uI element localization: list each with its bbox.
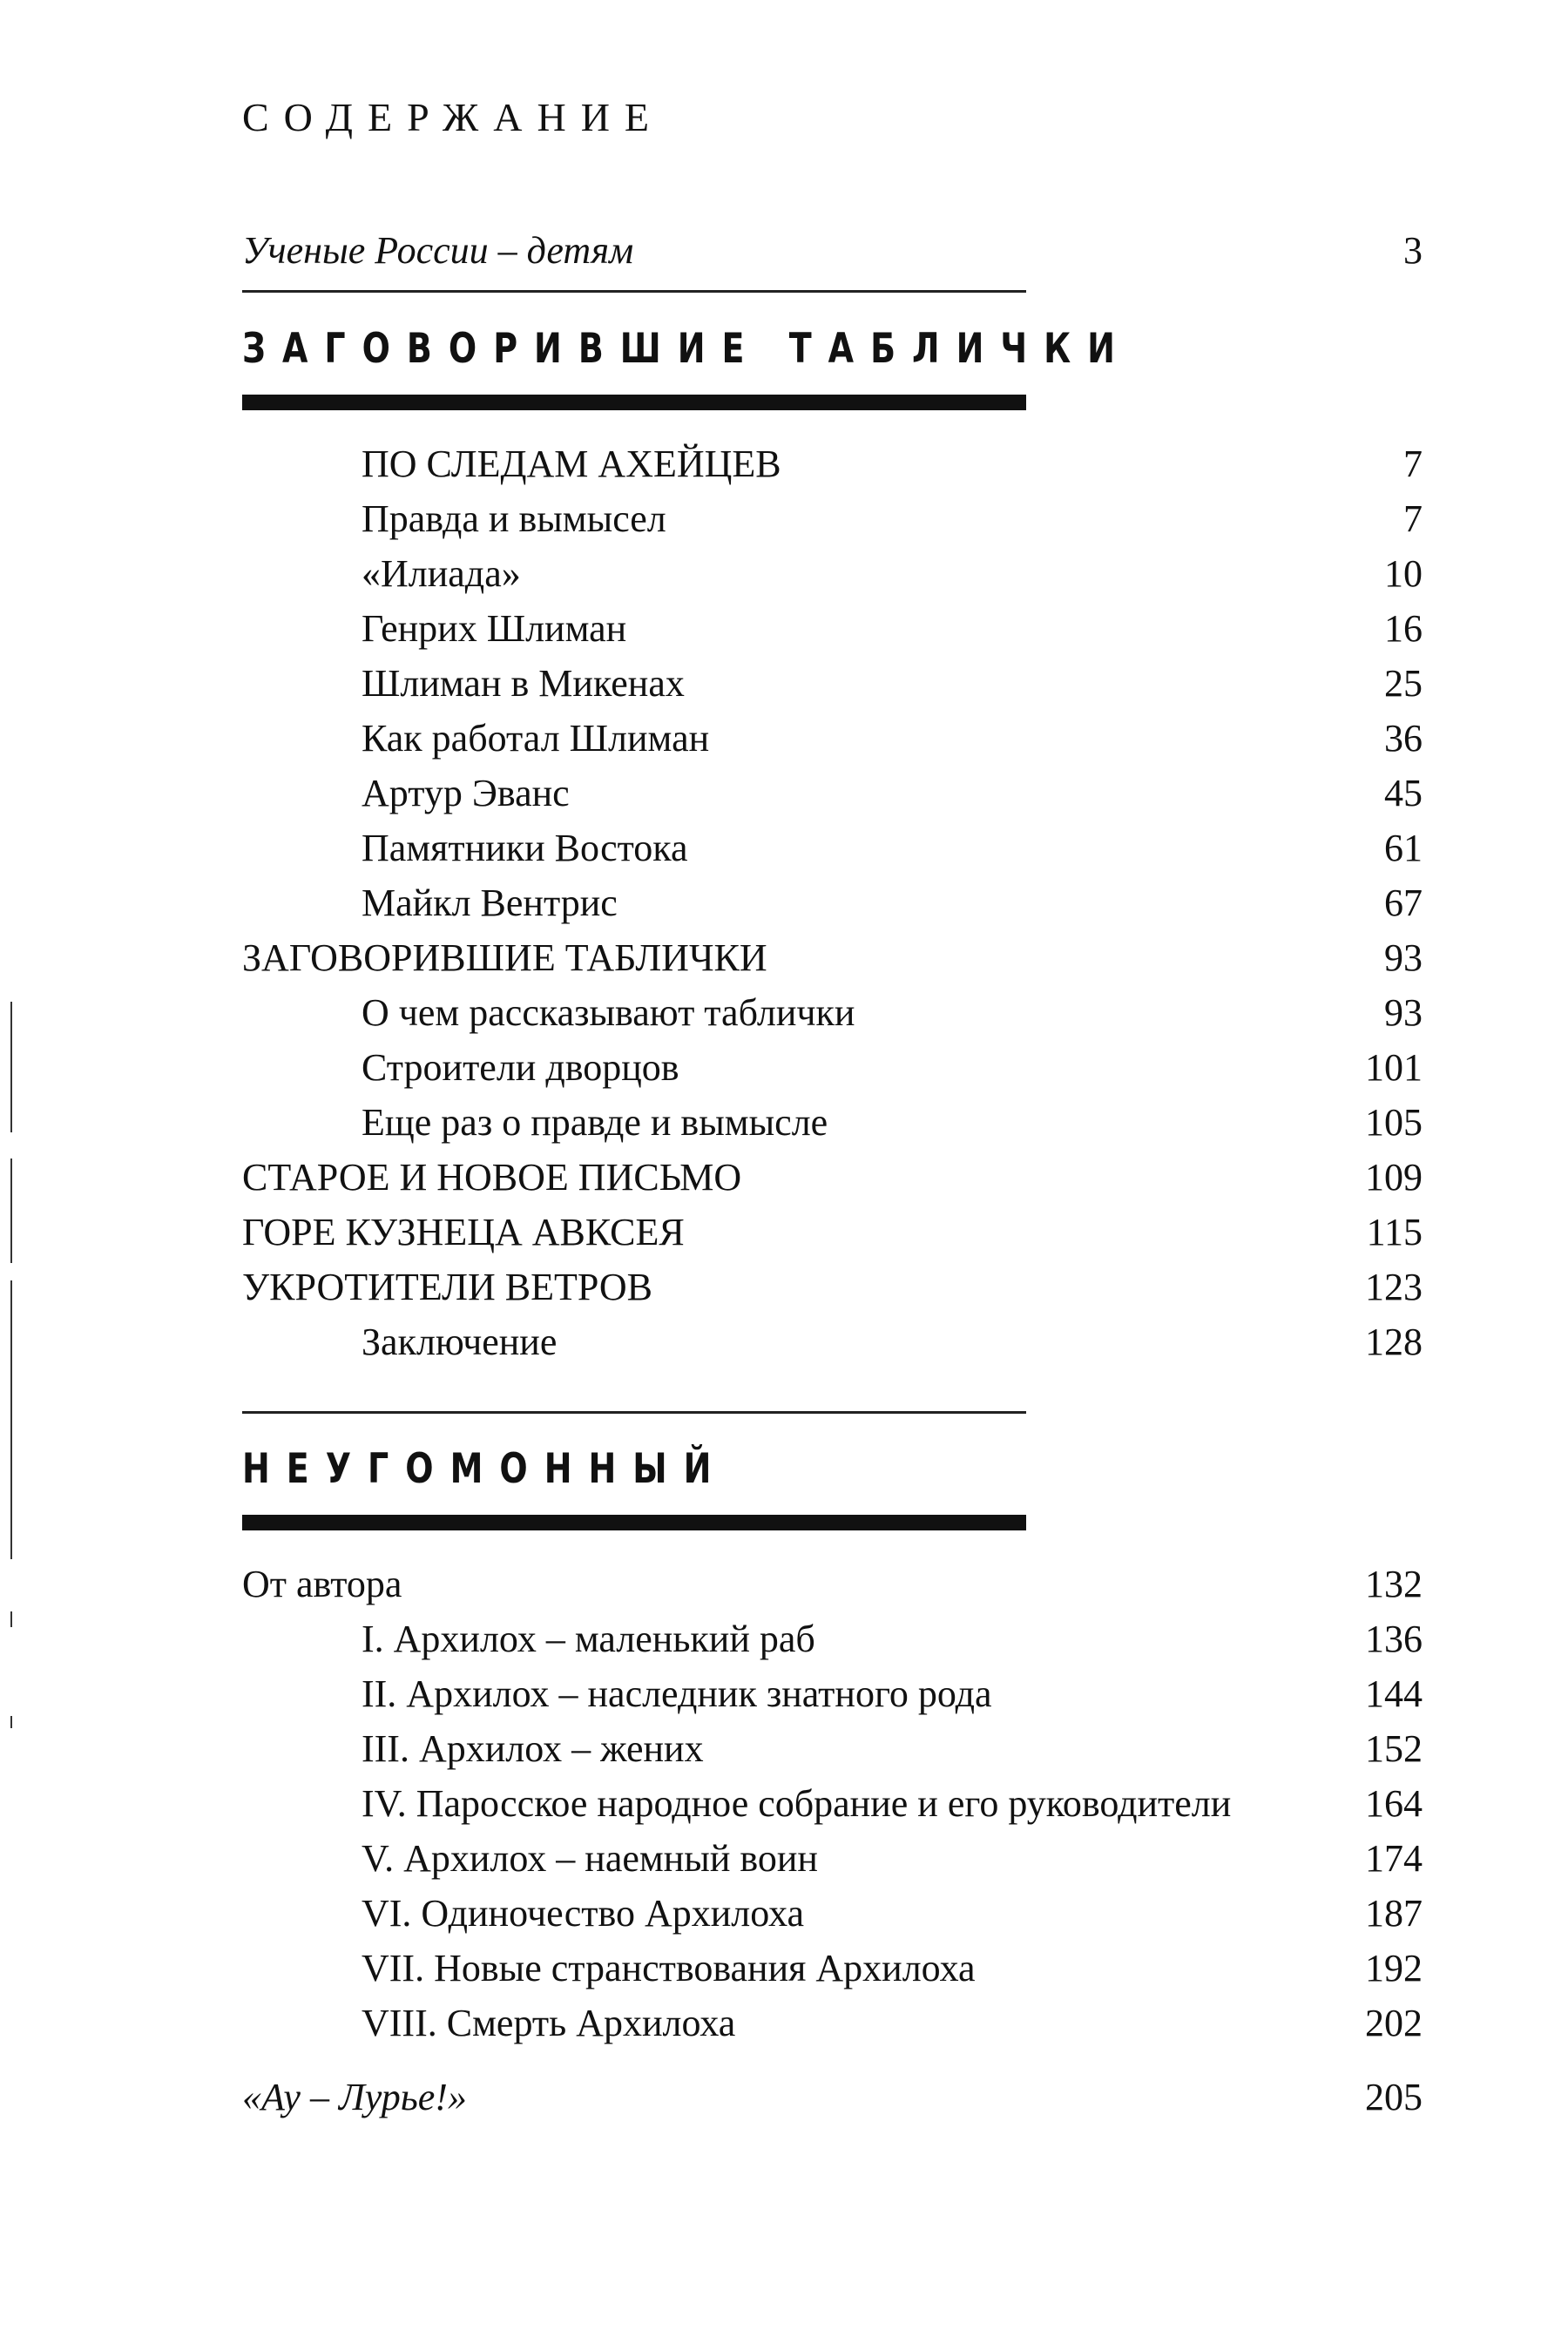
entry-page: 10 — [1384, 552, 1423, 595]
toc-entry[interactable] — [242, 1558, 1423, 1611]
toc-entry[interactable] — [362, 1833, 1423, 1885]
entry-page: 67 — [1384, 882, 1423, 924]
toc-entry[interactable] — [362, 1316, 1423, 1368]
section-title-2: НЕУГОМОННЫЙ — [242, 1444, 728, 1492]
section-bar — [242, 395, 1026, 410]
toc-entry[interactable] — [242, 1206, 1423, 1259]
entry-title: Артур Эванс — [362, 772, 570, 814]
entry-title: О чем рассказывают таблички — [362, 991, 855, 1034]
entry-page: 93 — [1384, 991, 1423, 1034]
scan-mark — [10, 1716, 12, 1728]
entry-title: Шлиман в Микенах — [362, 662, 685, 705]
scan-mark — [10, 1002, 12, 1132]
toc-entry-intro[interactable] — [242, 225, 1423, 277]
entry-title: УКРОТИТЕЛИ ВЕТРОВ — [242, 1266, 652, 1308]
entry-title: Правда и вымысел — [362, 497, 666, 540]
divider-rule — [242, 1411, 1026, 1414]
toc-entry[interactable] — [362, 658, 1423, 710]
entry-title: Ученые России – детям — [242, 229, 634, 272]
entry-page: 25 — [1384, 662, 1423, 705]
entry-title: VI. Одиночество Архилоха — [362, 1892, 805, 1935]
toc-entry[interactable] — [362, 1042, 1423, 1094]
toc-entry[interactable] — [362, 713, 1423, 765]
toc-entry[interactable] — [242, 932, 1423, 984]
entry-page: 3 — [1403, 229, 1423, 272]
entry-page: 202 — [1365, 2002, 1423, 2044]
toc-entry[interactable] — [362, 1723, 1423, 1775]
entry-page: 16 — [1384, 607, 1423, 650]
scan-mark — [10, 1280, 12, 1559]
entry-page: 36 — [1384, 717, 1423, 760]
entry-title: СТАРОЕ И НОВОЕ ПИСЬМО — [242, 1156, 742, 1199]
entry-title: VIII. Смерть Архилоха — [362, 2002, 736, 2044]
divider-rule — [242, 290, 1026, 293]
scan-mark — [10, 1611, 12, 1627]
toc-entry[interactable] — [362, 1668, 1423, 1720]
toc-entry[interactable] — [362, 548, 1423, 600]
section-bar — [242, 1515, 1026, 1530]
entry-title: Памятники Востока — [362, 827, 688, 869]
entry-page: 136 — [1365, 1618, 1423, 1660]
entry-page: 132 — [1365, 1563, 1423, 1605]
entry-title: ЗАГОВОРИВШИЕ ТАБЛИЧКИ — [242, 936, 767, 979]
entry-title: VII. Новые странствования Архилоха — [362, 1947, 976, 1989]
toc-entry[interactable] — [362, 987, 1423, 1039]
entry-title: Генрих Шлиман — [362, 607, 627, 650]
toc-heading: СОДЕРЖАНИЕ — [242, 95, 665, 139]
entry-title: Строители дворцов — [362, 1046, 679, 1089]
section-title-1: ЗАГОВОРИВШИЕ ТАБЛИЧКИ — [242, 324, 1132, 372]
toc-entry[interactable] — [362, 603, 1423, 655]
entry-page: 7 — [1403, 442, 1423, 485]
entry-page: 123 — [1365, 1266, 1423, 1308]
toc-entry[interactable] — [362, 493, 1423, 545]
toc-entry[interactable] — [362, 822, 1423, 875]
toc-entry[interactable] — [362, 1888, 1423, 1940]
entry-title: Еще раз о правде и вымысле — [362, 1101, 828, 1144]
entry-page: 61 — [1384, 827, 1423, 869]
entry-title: Майкл Вентрис — [362, 882, 618, 924]
entry-page: 105 — [1365, 1101, 1423, 1144]
entry-page: 109 — [1365, 1156, 1423, 1199]
toc-entry-closing[interactable] — [242, 2071, 1423, 2124]
toc-entry[interactable] — [362, 1778, 1423, 1830]
entry-page: 115 — [1366, 1211, 1423, 1253]
toc-entry[interactable] — [362, 767, 1423, 820]
entry-page: 45 — [1384, 772, 1423, 814]
entry-title: От автора — [242, 1563, 402, 1605]
scan-edge-marks — [7, 984, 24, 2030]
entry-page: 144 — [1365, 1672, 1423, 1715]
entry-page: 7 — [1403, 497, 1423, 540]
entry-title: II. Архилох – наследник знатного рода — [362, 1672, 992, 1715]
entry-title: IV. Паросское народное собрание и его руководители — [362, 1782, 1232, 1825]
entry-title: Как работал Шлиман — [362, 717, 710, 760]
entry-title: V. Архилох – наемный воин — [362, 1837, 818, 1880]
entry-title: Заключение — [362, 1321, 558, 1363]
entry-title: III. Архилох – жених — [362, 1727, 704, 1770]
entry-page: 192 — [1365, 1947, 1423, 1989]
toc-entry[interactable] — [362, 438, 1423, 490]
entry-title: «Илиада» — [362, 552, 521, 595]
entry-page: 93 — [1384, 936, 1423, 979]
entry-title: «Ау – Лурье!» — [242, 2076, 467, 2118]
entry-page: 174 — [1365, 1837, 1423, 1880]
entry-title: ПО СЛЕДАМ АХЕЙЦЕВ — [362, 442, 781, 485]
toc-entry[interactable] — [362, 877, 1423, 929]
entry-page: 205 — [1365, 2076, 1423, 2118]
toc-entry[interactable] — [362, 1997, 1423, 2050]
scan-mark — [10, 1158, 12, 1263]
entry-page: 128 — [1365, 1321, 1423, 1363]
entry-page: 187 — [1365, 1892, 1423, 1935]
entry-page: 164 — [1365, 1782, 1423, 1825]
toc-entry[interactable] — [242, 1152, 1423, 1204]
entry-page: 101 — [1365, 1046, 1423, 1089]
entry-title: I. Архилох – маленький раб — [362, 1618, 815, 1660]
toc-entry[interactable] — [242, 1261, 1423, 1314]
entry-page: 152 — [1365, 1727, 1423, 1770]
entry-title: ГОРЕ КУЗНЕЦА АВКСЕЯ — [242, 1211, 685, 1253]
toc-entry[interactable] — [362, 1613, 1423, 1665]
toc-entry[interactable] — [362, 1942, 1423, 1995]
toc-entry[interactable] — [362, 1097, 1423, 1149]
